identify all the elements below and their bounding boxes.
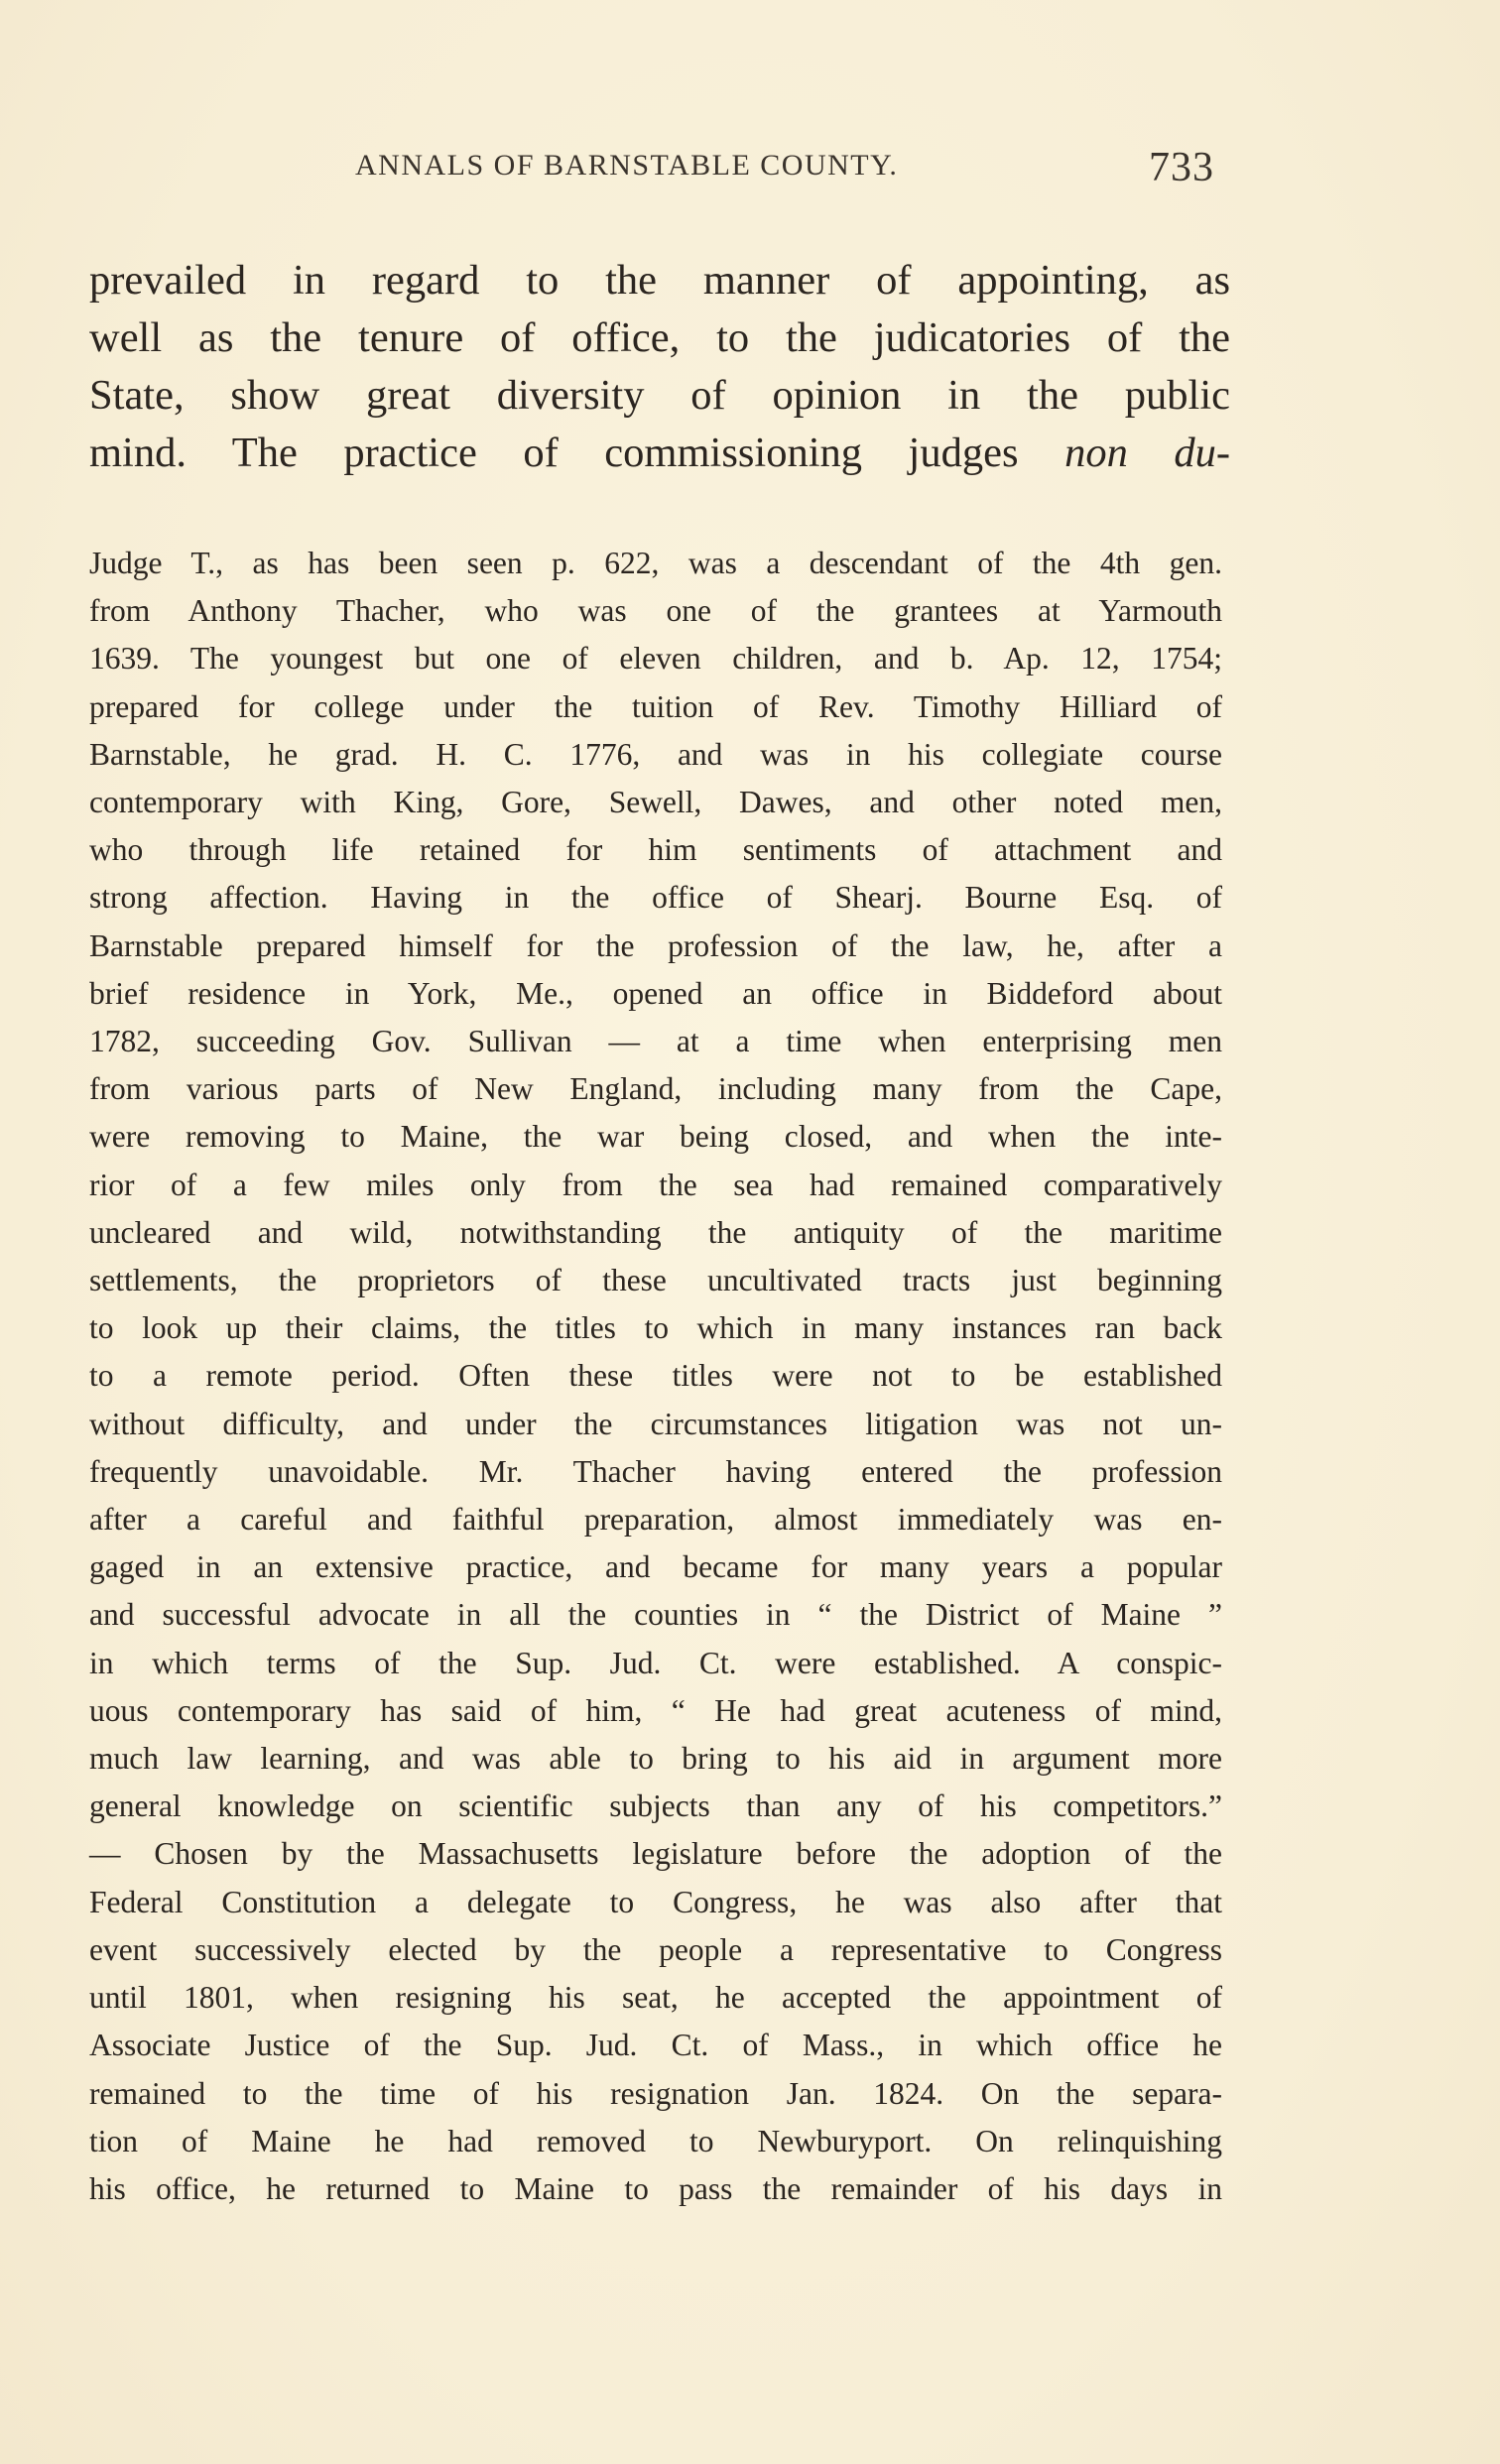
footnote-line: event successively elected by the people a representative to Congress: [89, 1931, 1222, 1967]
footnote-line: strong affection. Having in the office of Shearj. Bourne Esq. of: [89, 880, 1222, 916]
page-number: 733: [1149, 145, 1214, 190]
footnote-line: Judge T., as has been seen p. 622, was a descendant of the 4th gen.: [89, 546, 1222, 580]
footnote-line: prepared for college under the tuition of Rev. Timothy Hilliard of: [89, 688, 1222, 724]
footnote-line: in which terms of the Sup. Jud. Ct. were established. A conspic-: [89, 1645, 1222, 1680]
footnote-line: his office, he returned to Maine to pass the remainder of his days in: [89, 2170, 1222, 2206]
footnote-line: frequently unavoidable. Mr. Thacher having entered the profession: [89, 1453, 1222, 1489]
footnote-line: uncleared and wild, notwithstanding the antiquity of the maritime: [89, 1214, 1222, 1250]
footnote-line: from various parts of New England, including many from the Cape,: [89, 1071, 1222, 1107]
footnote-line: general knowledge on scientific subjects than any of his competitors.”: [89, 1788, 1222, 1824]
footnote-line: gaged in an extensive practice, and became for many years a popular: [89, 1549, 1222, 1585]
main-text-line: prevailed in regard to the manner of appointing, as: [89, 257, 1230, 304]
main-text-line: State, show great diversity of opinion in the public: [89, 372, 1230, 419]
footnote-line: remained to the time of his resignation Jan. 1824. On the separa-: [89, 2075, 1222, 2111]
footnote-line: — Chosen by the Massachusetts legislature before the adoption of the: [89, 1836, 1222, 1872]
main-text-block: [89, 252, 1230, 482]
footnote-line: much law learning, and was able to bring to his aid in argument more: [89, 1741, 1222, 1777]
footnote-line: to look up their claims, the titles to which in many instances ran back: [89, 1310, 1222, 1346]
footnote-line: Barnstable prepared himself for the profession of the law, he, after a: [89, 927, 1222, 963]
footnote-line: to a remote period. Often these titles were not to be established: [89, 1358, 1222, 1394]
footnote-line: uous contemporary has said of him, “ He had great acuteness of mind,: [89, 1692, 1222, 1728]
main-text-line-text: mind. The practice of commissioning judges: [89, 430, 1019, 476]
footnote-line: and successful advocate in all the counties in “ the District of Maine ”: [89, 1597, 1222, 1633]
main-text-line-with-italic: [89, 425, 1230, 482]
footnote-line: brief residence in York, Me., opened an office in Biddeford about: [89, 975, 1222, 1011]
footnote-line: after a careful and faithful preparation, almost immediately was en-: [89, 1502, 1222, 1538]
footnote-line: settlements, the proprietors of these uncultivated tracts just beginning: [89, 1263, 1222, 1298]
footnote-line: contemporary with King, Gore, Sewell, Dawes, and other noted men,: [89, 785, 1222, 820]
footnote-line: until 1801, when resigning his seat, he accepted the appointment of: [89, 1980, 1222, 2016]
footnote-line: without difficulty, and under the circumstances litigation was not un-: [89, 1406, 1222, 1441]
footnote-line: Barnstable, he grad. H. C. 1776, and was in his collegiate course: [89, 736, 1222, 772]
footnote-line: Associate Justice of the Sup. Jud. Ct. of Mass., in which office he: [89, 2028, 1222, 2063]
main-text-line: well as the tenure of office, to the judicatories of the: [89, 314, 1230, 361]
footnote-line: who through life retained for him sentiments of attachment and: [89, 832, 1222, 868]
footnote-line: Federal Constitution a delegate to Congress, he was also after that: [89, 1884, 1222, 1919]
running-head: ANNALS OF BARNSTABLE COUNTY.: [355, 149, 899, 182]
footnote-block: [89, 540, 1222, 2213]
footnote-line: 1639. The youngest but one of eleven children, and b. Ap. 12, 1754;: [89, 641, 1222, 677]
footnote-line: rior of a few miles only from the sea had remained comparatively: [89, 1167, 1222, 1202]
footnote-line: were removing to Maine, the war being closed, and when the inte-: [89, 1119, 1222, 1155]
footnote-line: tion of Maine he had removed to Newburyport. On relinquishing: [89, 2123, 1222, 2158]
footnote-line: from Anthony Thacher, who was one of the grantees at Yarmouth: [89, 593, 1222, 629]
italic-latin-phrase: non du-: [1064, 430, 1230, 476]
footnote-line: 1782, succeeding Gov. Sullivan — at a time when enterprising men: [89, 1024, 1222, 1059]
